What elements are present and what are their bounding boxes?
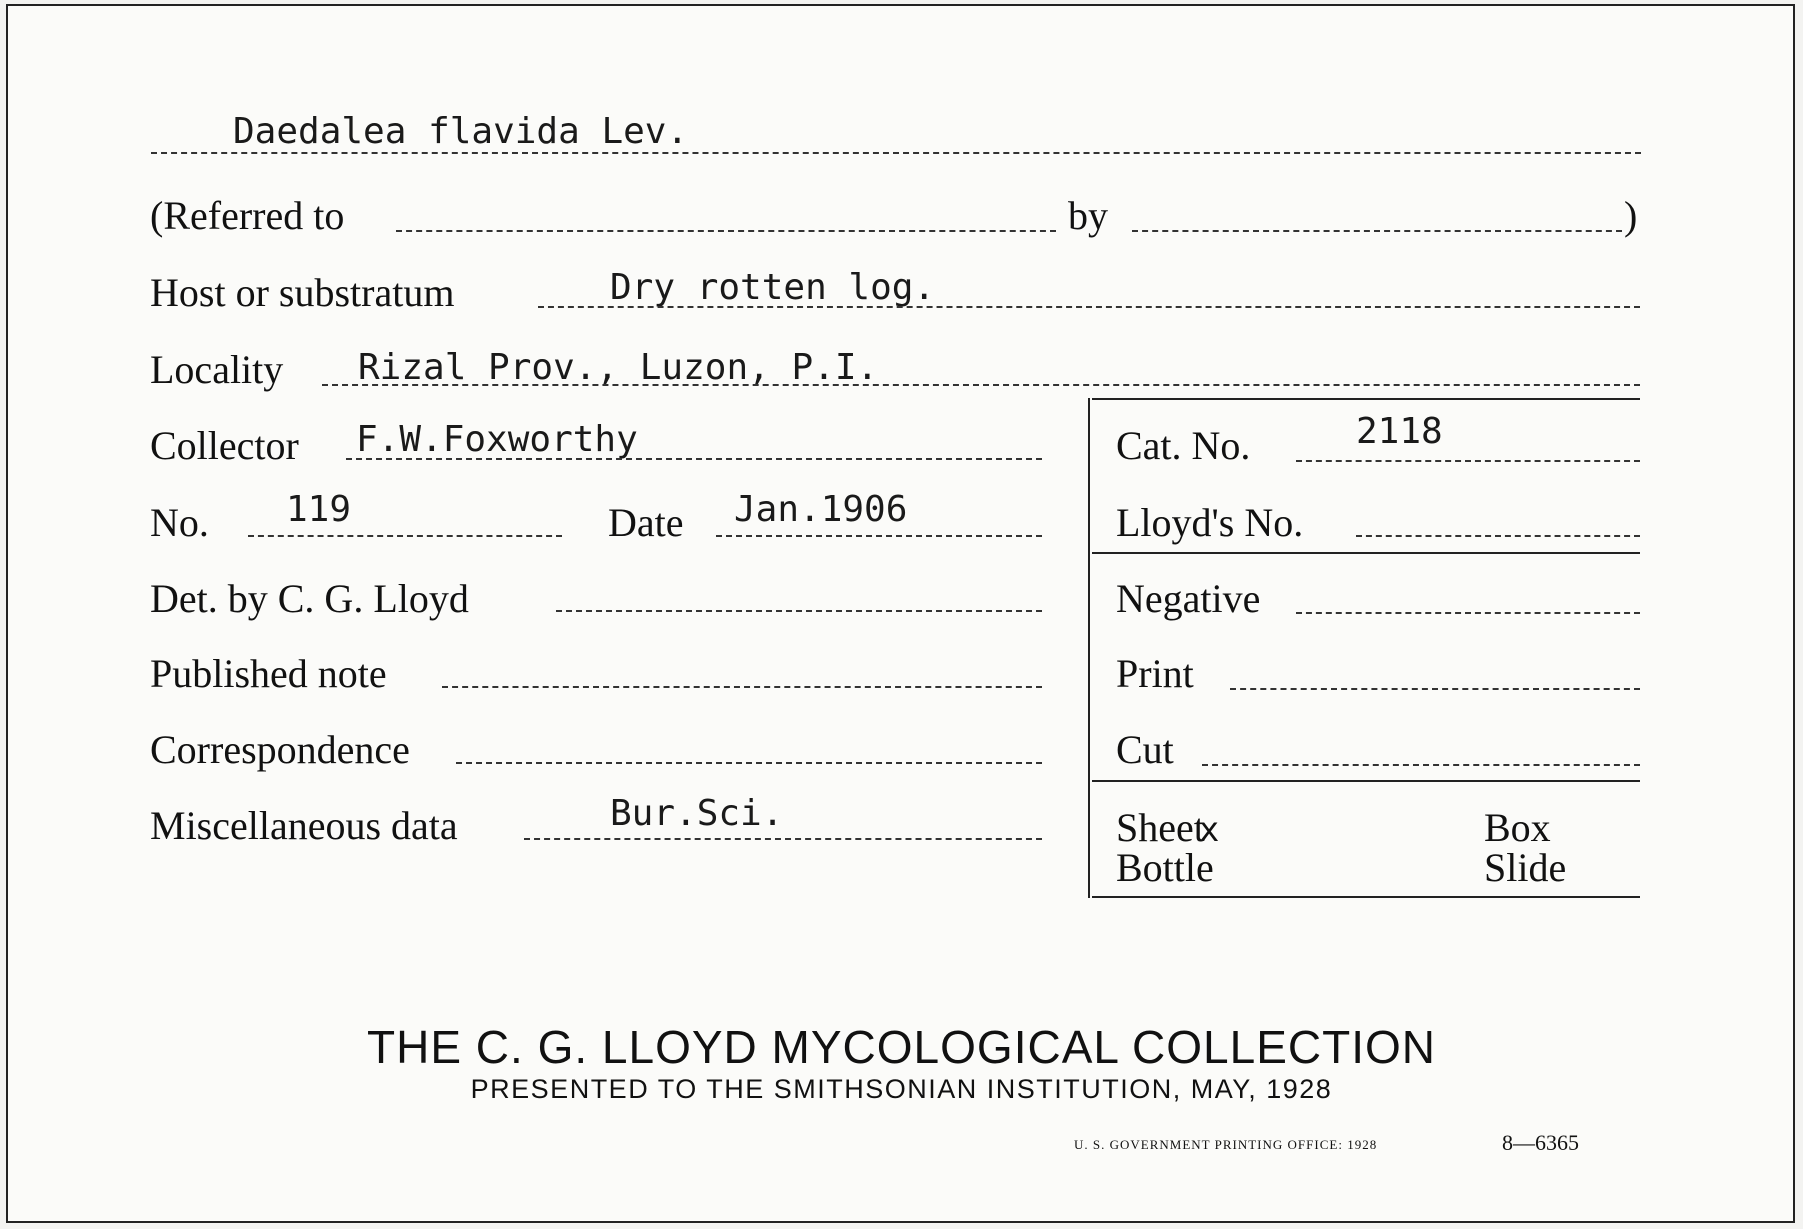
date-line	[716, 535, 1042, 537]
collector-value: F.W.Foxworthy	[356, 419, 638, 460]
misc-value: Bur.Sci.	[610, 793, 784, 834]
locality-value: Rizal Prov., Luzon, P.I.	[358, 347, 879, 388]
no-label: No.	[150, 500, 209, 545]
referred-by-label: by	[1068, 193, 1108, 238]
print-label: Print	[1116, 651, 1194, 696]
collection-title: THE C. G. LLOYD MYCOLOGICAL COLLECTION	[367, 1021, 1436, 1073]
published-label: Published note	[150, 651, 387, 696]
referred-to-line	[396, 230, 1056, 232]
misc-line	[524, 838, 1042, 840]
cat-no-value: 2118	[1356, 411, 1443, 452]
box-bottom-rule	[1092, 896, 1640, 898]
negative-line	[1296, 612, 1640, 614]
cut-line	[1202, 764, 1640, 766]
sheet-check-mark: x	[1198, 810, 1220, 850]
negative-label: Negative	[1116, 576, 1261, 621]
print-line	[1230, 688, 1640, 690]
collector-line	[346, 458, 1042, 460]
cat-no-label: Cat. No.	[1116, 423, 1251, 468]
slide-label: Slide	[1484, 845, 1567, 890]
lloyds-no-label: Lloyd's No.	[1116, 500, 1304, 545]
box-left-rule	[1088, 398, 1090, 898]
no-line	[248, 535, 562, 537]
locality-label: Locality	[150, 347, 284, 392]
date-value: Jan.1906	[734, 489, 908, 530]
host-label: Host or substratum	[150, 270, 455, 315]
host-value: Dry rotten log.	[610, 267, 936, 308]
date-label: Date	[608, 500, 684, 545]
locality-line	[322, 384, 1640, 386]
det-label: Det. by C. G. Lloyd	[150, 576, 469, 621]
misc-label: Miscellaneous data	[150, 803, 458, 848]
lloyds-no-line	[1356, 535, 1640, 537]
collection-subtitle: PRESENTED TO THE SMITHSONIAN INSTITUTION, MAY, 1928	[470, 1074, 1333, 1104]
box-mid-rule-2	[1092, 780, 1640, 782]
box-label: Box	[1484, 805, 1551, 850]
form-number: 8—6365	[1502, 1130, 1579, 1155]
referred-by-line	[1132, 230, 1622, 232]
printer-imprint: U. S. GOVERNMENT PRINTING OFFICE: 1928	[1074, 1137, 1378, 1152]
collector-label: Collector	[150, 423, 299, 468]
cut-label: Cut	[1116, 727, 1174, 772]
sheet-label: Sheetx	[1116, 805, 1220, 850]
cat-no-line	[1296, 460, 1640, 462]
published-line	[442, 686, 1042, 688]
referred-to-label: (Referred to	[150, 193, 345, 238]
correspondence-label: Correspondence	[150, 727, 410, 772]
det-line	[556, 610, 1042, 612]
referred-close-paren: )	[1624, 193, 1638, 238]
host-line	[538, 306, 1640, 308]
bottle-label: Bottle	[1116, 845, 1214, 890]
species-name: Daedalea flavida Lev.	[233, 111, 689, 152]
correspondence-line	[456, 762, 1042, 764]
no-value: 119	[286, 489, 352, 530]
box-top-rule	[1092, 398, 1640, 400]
box-mid-rule-1	[1092, 552, 1640, 554]
species-line	[151, 152, 1641, 154]
